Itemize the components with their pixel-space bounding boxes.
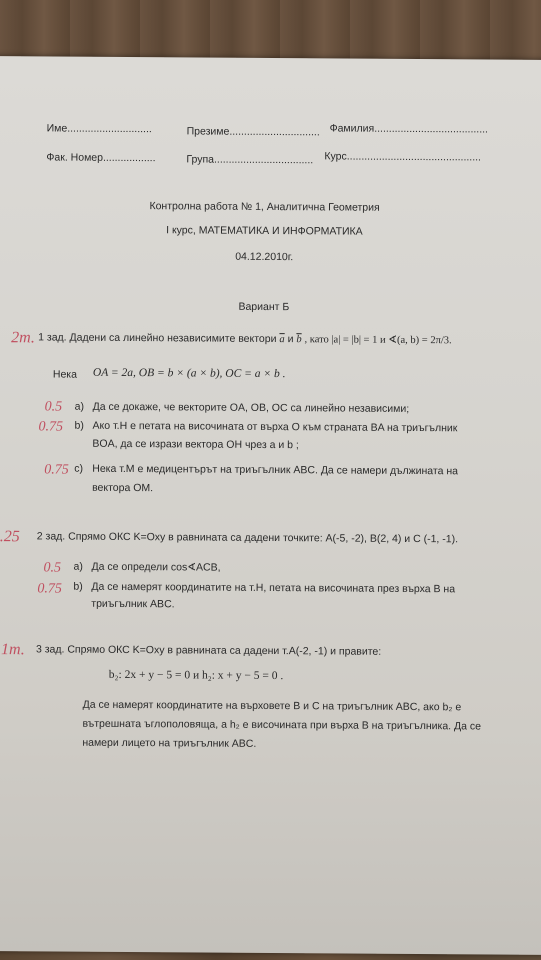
task1c-text: Нека т.M е медицентърът на триъгълник ABC. Да се намери дължината на <box>92 462 459 478</box>
task1-score: 2т. <box>11 329 35 347</box>
task2a-letter: а) <box>73 560 83 573</box>
task1-vectors: OA = 2a, OB = b × (a × b), OC = a × b . <box>92 366 286 381</box>
task1-intro: 1 зад. Дадени са линейно независимите вектори $\overline{a}$ и $\overline{b}$ , като |a| = |b| = 1 и ∢(a, b) = 2π/3. <box>38 331 452 347</box>
task1c-text-cont: вектора OM. <box>92 481 154 495</box>
task3-text-1: Да се намерят координатите на върховете B и C на триъгълник ABC, ако b₂ е <box>82 698 462 714</box>
patronymic-field: Презиме............................... <box>186 125 320 139</box>
course-title: I курс, МАТЕМАТИКА И ИНФОРМАТИКА <box>166 224 363 238</box>
task2-score: .25 <box>0 528 20 546</box>
exam-title: Контролна работа № 1, Аналитична Геометрия <box>149 200 380 214</box>
exam-sheet <box>0 56 541 955</box>
task1a-score: 0.5 <box>44 399 63 415</box>
task2b-score: 0.75 <box>37 581 62 597</box>
task3-text-3: намери лицето на триъгълник ABC. <box>82 736 257 750</box>
variant-label: Вариант Б <box>238 300 290 314</box>
task1b-text: Ако т.H е петата на височината от върха O към страната BA на триъгълник <box>92 419 458 435</box>
task2-intro: 2 зад. Спрямо ОКС K=Oxy в равнината са дадени точките: A(-5, -2), B(2, 4) и C (-1, -1). <box>36 530 459 546</box>
task3-intro: 3 зад. Спрямо ОКС K=Oxy в равнината са дадени т.A(-2, -1) и правите: <box>35 643 382 658</box>
task1-let: Нека <box>52 368 78 381</box>
task3-text-2: вътрешната ъглополовяща, а h₂ е височината при върха B на триъгълника. Да се <box>82 717 482 733</box>
task1b-text-cont: BOA, да се изрази вектора OH чрез a и b ; <box>92 437 299 452</box>
task1b-score: 0.75 <box>38 419 64 435</box>
task1c-score: 0.75 <box>44 462 69 478</box>
course-field: Курс.............................................. <box>324 150 482 164</box>
task1a-text: Да се докаже, че векторите OA, OB, OC са линейно независими; <box>92 400 410 415</box>
task2a-score: 0.5 <box>43 560 62 576</box>
exam-date: 04.12.2010г. <box>235 250 294 264</box>
task3-lines: b₂: 2x + y − 5 = 0 и h₂: x + y − 5 = 0 . <box>108 668 284 683</box>
task2a-text: Да се определи cos∢ACB, <box>91 560 221 574</box>
group-field: Група.................................. <box>186 153 314 167</box>
task1b-letter: b) <box>74 419 84 432</box>
task3-score: 1т. <box>0 641 25 659</box>
surname-field: Фамилия....................................... <box>329 122 489 136</box>
task1c-letter: c) <box>74 462 84 475</box>
task1a-letter: а) <box>74 400 85 413</box>
name-field: Име............................. <box>46 122 152 136</box>
task2b-text-cont: триъгълник ABC. <box>91 597 175 611</box>
task2b-text: Да се намерят координатите на т.H, петата на височината през върха B на <box>91 580 456 596</box>
faculty-number-field: Фак. Номер.................. <box>46 151 156 165</box>
task2b-letter: b) <box>73 580 83 593</box>
